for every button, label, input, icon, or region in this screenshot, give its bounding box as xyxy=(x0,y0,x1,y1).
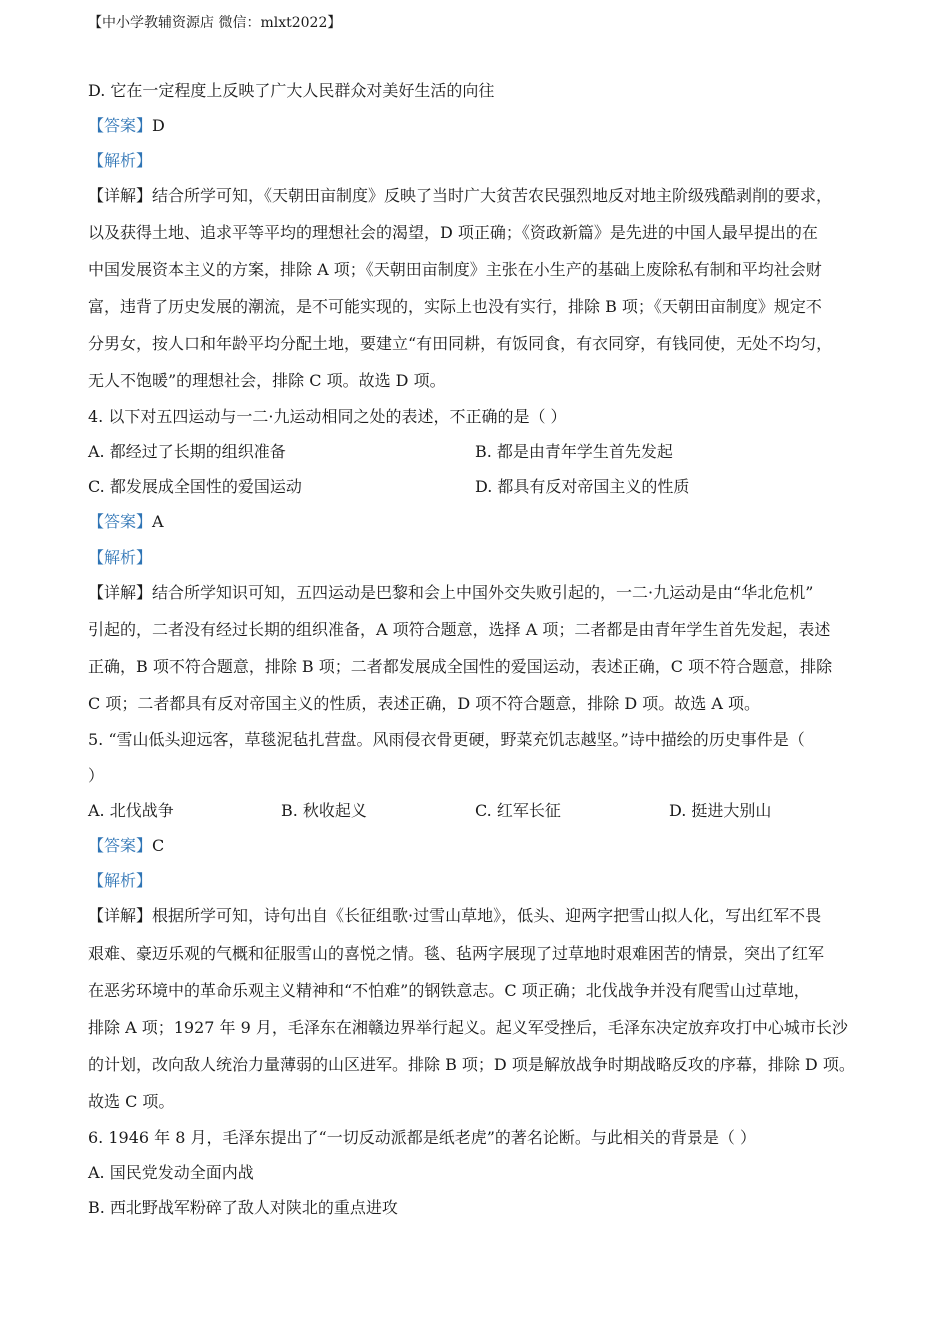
q3-detail-line: 中国发展资本主义的方案，排除 A 项；《天朝田亩制度》主张在小生产的基础上废除私有制和平均社会财 xyxy=(88,260,822,279)
q4-option-b: B. 都是由青年学生首先发起 xyxy=(475,442,673,461)
q3-analysis-tag: 【解析】 xyxy=(88,151,153,170)
q5-option-a: A. 北伐战争 xyxy=(88,801,174,820)
q3-answer-value: D xyxy=(152,116,165,135)
q3-detail-line: 无人不饱暖”的理想社会，排除 C 项。故选 D 项。 xyxy=(88,371,446,390)
q5-detail-line: 在恶劣环境中的革命乐观主义精神和“不怕难”的钢铁意志。C 项正确；北伐战争并没有爬雪山过草地， xyxy=(88,981,810,1000)
q5-option-b: B. 秋收起义 xyxy=(281,801,367,820)
answer-tag: 【答案】 xyxy=(88,512,153,531)
q4-detail-line: 正确，B 项不符合题意，排除 B 项；二者都发展成全国性的爱国运动，表述正确，C 项不符合题意，排除 xyxy=(88,657,833,676)
q4-detail-line: 【详解】结合所学知识可知，五四运动是巴黎和会上中国外交失败引起的，一二·九运动是由“华北危机” xyxy=(88,583,814,602)
q5-detail-line: 艰难、豪迈乐观的气概和征服雪山的喜悦之情。毯、毡两字展现了过草地时艰难困苦的情景，突出了红军 xyxy=(88,944,825,963)
q3-detail-line: 【详解】结合所学可知，《天朝田亩制度》反映了当时广大贫苦农民强烈地反对地主阶级残酷剥削的要求， xyxy=(88,186,833,205)
q4-analysis-tag: 【解析】 xyxy=(88,548,153,567)
q5-answer xyxy=(88,835,164,857)
q4-detail-line: C 项；二者都具有反对帝国主义的性质，表述正确，D 项不符合题意，排除 D 项。故选 A 项。 xyxy=(88,694,760,713)
q5-stem: 5. “雪山低头迎远客，草毯泥毡扎营盘。风雨侵衣骨更硬，野菜充饥志越坚。”诗中描绘的历史事件是（ xyxy=(88,730,805,749)
q4-stem: 4. 以下对五四运动与一二·九运动相同之处的表述，不正确的是（ ） xyxy=(88,407,567,426)
detail-tag: 【详解】 xyxy=(88,186,153,205)
q4-option-c: C. 都发展成全国性的爱国运动 xyxy=(88,477,302,496)
q4-option-d: D. 都具有反对帝国主义的性质 xyxy=(475,477,690,496)
q3-detail-line: 富，违背了历史发展的潮流，是不可能实现的，实际上也没有实行，排除 B 项；《天朝田亩制度》规定不 xyxy=(88,297,822,316)
q6-option-a: A. 国民党发动全面内战 xyxy=(88,1163,254,1182)
q3-detail-line: 分男女，按人口和年龄平均分配土地，要建立“有田同耕，有饭同食，有衣同穿，有钱同使，无处不均匀， xyxy=(88,334,833,353)
q5-detail-line: 故选 C 项。 xyxy=(88,1092,175,1111)
q5-detail-line: 【详解】根据所学可知，诗句出自《长征组歌·过雪山草地》，低头、迎两字把雪山拟人化，写出红军不畏 xyxy=(88,906,822,925)
q5-option-d: D. 挺进大别山 xyxy=(669,801,772,820)
q5-detail-line: 的计划，改向敌人统治力量薄弱的山区进军。排除 B 项；D 项是解放战争时期战略反攻的序幕，排除 D 项。 xyxy=(88,1055,855,1074)
q5-stem-cont: ） xyxy=(88,766,105,785)
q5-answer-value: C xyxy=(152,836,165,855)
q4-answer-value: A xyxy=(152,512,164,531)
q6-stem: 6. 1946 年 8 月，毛泽东提出了“一切反动派都是纸老虎”的著名论断。与此相关的背景是（ ） xyxy=(88,1128,756,1147)
q5-analysis-tag: 【解析】 xyxy=(88,871,153,890)
q4-option-a: A. 都经过了长期的组织准备 xyxy=(88,442,286,461)
q4-detail-line: 引起的，二者没有经过长期的组织准备，A 项符合题意，选择 A 项；二者都是由青年学生首先发起，表述 xyxy=(88,620,831,639)
detail-tag: 【详解】 xyxy=(88,583,153,602)
q6-option-b: B. 西北野战军粉碎了敌人对陕北的重点进攻 xyxy=(88,1198,398,1217)
answer-tag: 【答案】 xyxy=(88,116,153,135)
q3-option-d: D. 它在一定程度上反映了广大人民群众对美好生活的向往 xyxy=(88,81,495,100)
q3-answer xyxy=(88,115,165,137)
answer-tag: 【答案】 xyxy=(88,836,153,855)
q5-option-c: C. 红军长征 xyxy=(475,801,561,820)
q4-answer xyxy=(88,511,164,533)
q5-detail-line: 排除 A 项；1927 年 9 月，毛泽东在湘赣边界举行起义。起义军受挫后，毛泽东决定放弃攻打中心城市长沙 xyxy=(88,1018,848,1037)
detail-tag: 【详解】 xyxy=(88,906,153,925)
q3-detail-line: 以及获得土地、追求平等平均的理想社会的渴望，D 项正确；《资政新篇》是先进的中国人最早提出的在 xyxy=(88,223,818,242)
source-header: 【中小学教辅资源店 微信：mlxt2022】 xyxy=(88,15,342,31)
